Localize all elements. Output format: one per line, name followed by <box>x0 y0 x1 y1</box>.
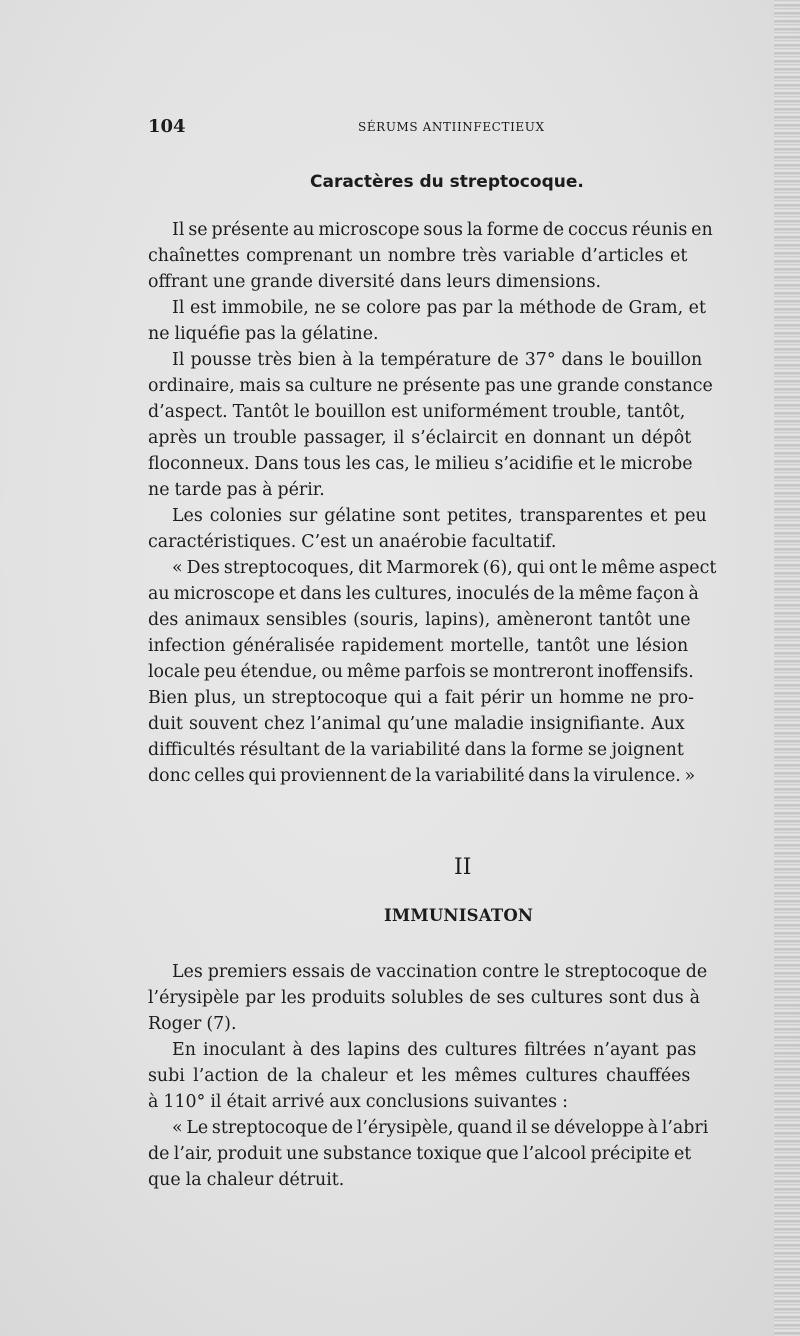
text-line: d’aspect. Tantôt le bouillon est uniformément trouble, tantôt, <box>148 402 686 422</box>
text-line: En inoculant à des lapins des cultures filtrées n’ayant pas <box>172 1040 697 1060</box>
text-line: « Le streptocoque de l’érysipèle, quand il se développe à l’abri <box>172 1118 709 1138</box>
text-line: Il est immobile, ne se colore pas par la méthode de Gram, et <box>172 298 706 318</box>
text-line: à 110° il était arrivé aux conclusions suivantes : <box>148 1092 568 1112</box>
text-line: que la chaleur détruit. <box>148 1170 345 1190</box>
text-line: Les colonies sur gélatine sont petites, transparentes et peu <box>172 506 707 526</box>
text-line: Bien plus, un streptocoque qui a fait périr un homme ne pro- <box>148 688 694 708</box>
text-line: infection généralisée rapidement mortelle, tantôt une lésion <box>148 636 689 656</box>
text-line: de l’air, produit une substance toxique que l’alcool précipite et <box>148 1144 692 1164</box>
text-line: chaînettes comprenant un nombre très variable d’articles et <box>148 246 688 266</box>
page-number: 104 <box>148 116 186 137</box>
text-line: donc celles qui proviennent de la variabilité dans la virulence. » <box>148 766 696 786</box>
text-line: offrant une grande diversité dans leurs dimensions. <box>148 272 602 292</box>
text-line: après un trouble passager, il s’éclaircit en donnant un dépôt <box>148 428 692 448</box>
text-line: ne tarde pas à périr. <box>148 480 325 500</box>
text-line: ne liquéfie pas la gélatine. <box>148 324 379 344</box>
text-line: ordinaire, mais sa culture ne présente pas une grande constance <box>148 376 713 396</box>
text-line: Roger (7). <box>148 1014 237 1034</box>
body-text-block-2 <box>148 959 780 1193</box>
section-number: II <box>454 855 472 880</box>
text-line: floconneux. Dans tous les cas, le milieu s’acidifie et le microbe <box>148 454 693 474</box>
text-line: « Des streptocoques, dit Marmorek (6), qui ont le même aspect <box>172 558 717 578</box>
text-line: des animaux sensibles (souris, lapins), amèneront tantôt une <box>148 610 691 630</box>
text-line: au microscope et dans les cultures, inoculés de la même façon à <box>148 584 699 604</box>
text-line: Les premiers essais de vaccination contre le streptocoque de <box>172 962 708 982</box>
subheading: IMMUNISATON <box>384 906 534 925</box>
text-line: subi l’action de la chaleur et les mêmes cultures chauffées <box>148 1066 691 1086</box>
text-line: difficultés résultant de la variabilité dans la forme se joignent <box>148 740 684 760</box>
text-line: Il se présente au microscope sous la forme de coccus réunis en <box>172 220 713 240</box>
text-line: l’érysipèle par les produits solubles de ses cultures sont dus à <box>148 988 700 1008</box>
text-line: duit souvent chez l’animal qu’une maladie insignifiante. Aux <box>148 714 685 734</box>
text-line: locale peu étendue, ou même parfois se montreront inoffensifs. <box>148 662 694 682</box>
running-title: SÉRUMS ANTIINFECTIEUX <box>358 120 545 134</box>
text-line: caractéristiques. C’est un anaérobie facultatif. <box>148 532 557 552</box>
text-line: Il pousse très bien à la température de 37° dans le bouillon <box>172 350 703 370</box>
page-header <box>148 116 780 140</box>
section-title: Caractères du streptocoque. <box>310 172 584 192</box>
body-text-block-1 <box>148 217 780 789</box>
